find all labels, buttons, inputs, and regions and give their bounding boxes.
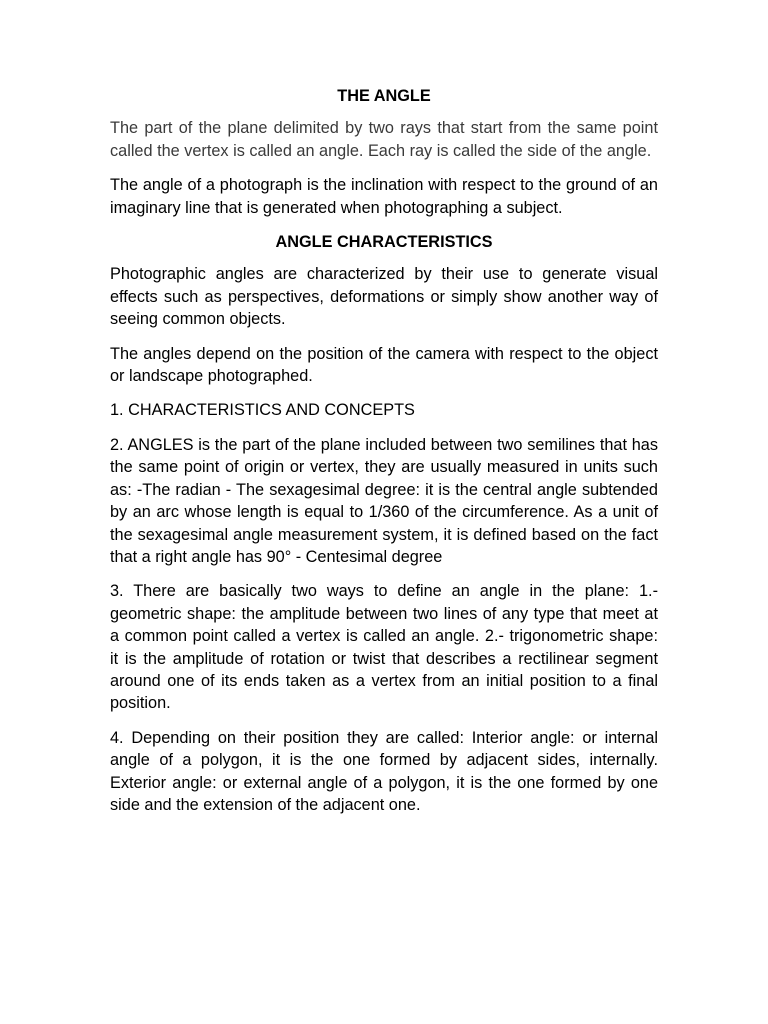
list-item-3: 3. There are basically two ways to define an angle in the plane: 1.- geometric shape: the amplitude between two lines of any type that meet at a common point called a vertex is called an angle. 2.- trigonometric shape: it is the amplitude of rotation or twist that describes a rectilinear segment around one of its ends taken as a vertex from an initial position to a final position. (110, 582, 658, 713)
list-item-1: 1. CHARACTERISTICS AND CONCEPTS (110, 401, 415, 420)
section-heading: ANGLE CHARACTERISTICS (275, 233, 493, 252)
intro-paragraph-2: The angle of a photograph is the inclination with respect to the ground of an imaginary line that is generated when photographing a subject. (110, 176, 658, 217)
section-paragraph-2: The angles depend on the position of the camera with respect to the object or landscape photographed. (110, 344, 658, 386)
list-item-2: 2. ANGLES is the part of the plane included between two semilines that has the same point of origin or vertex, they are usually measured in units such as: -The radian - The sexagesimal degree: it is the central angle subtended by an arc whose length is equal to 1/360 of the circumference. As a unit of the sexagesimal angle measurement system, it is defined based on the fact that a right angle has 90° - Centesimal degree (110, 435, 658, 566)
document-page (110, 85, 658, 828)
intro-paragraph-1: The part of the plane delimited by two rays that start from the same point called the vertex is called an angle. Each ray is called the side of the angle. (110, 119, 658, 160)
document-title: THE ANGLE (337, 87, 431, 105)
section-paragraph-1: Photographic angles are characterized by their use to generate visual effects such as perspectives, deformations or simply show another way of seeing common objects. (110, 265, 658, 329)
list-item-4: 4. Depending on their position they are called: Interior angle: or internal angle of a polygon, it is the one formed by adjacent sides, internally. Exterior angle: or external angle of a polygon, it is the one formed by one side and the extension of the adjacent one. (110, 728, 658, 814)
